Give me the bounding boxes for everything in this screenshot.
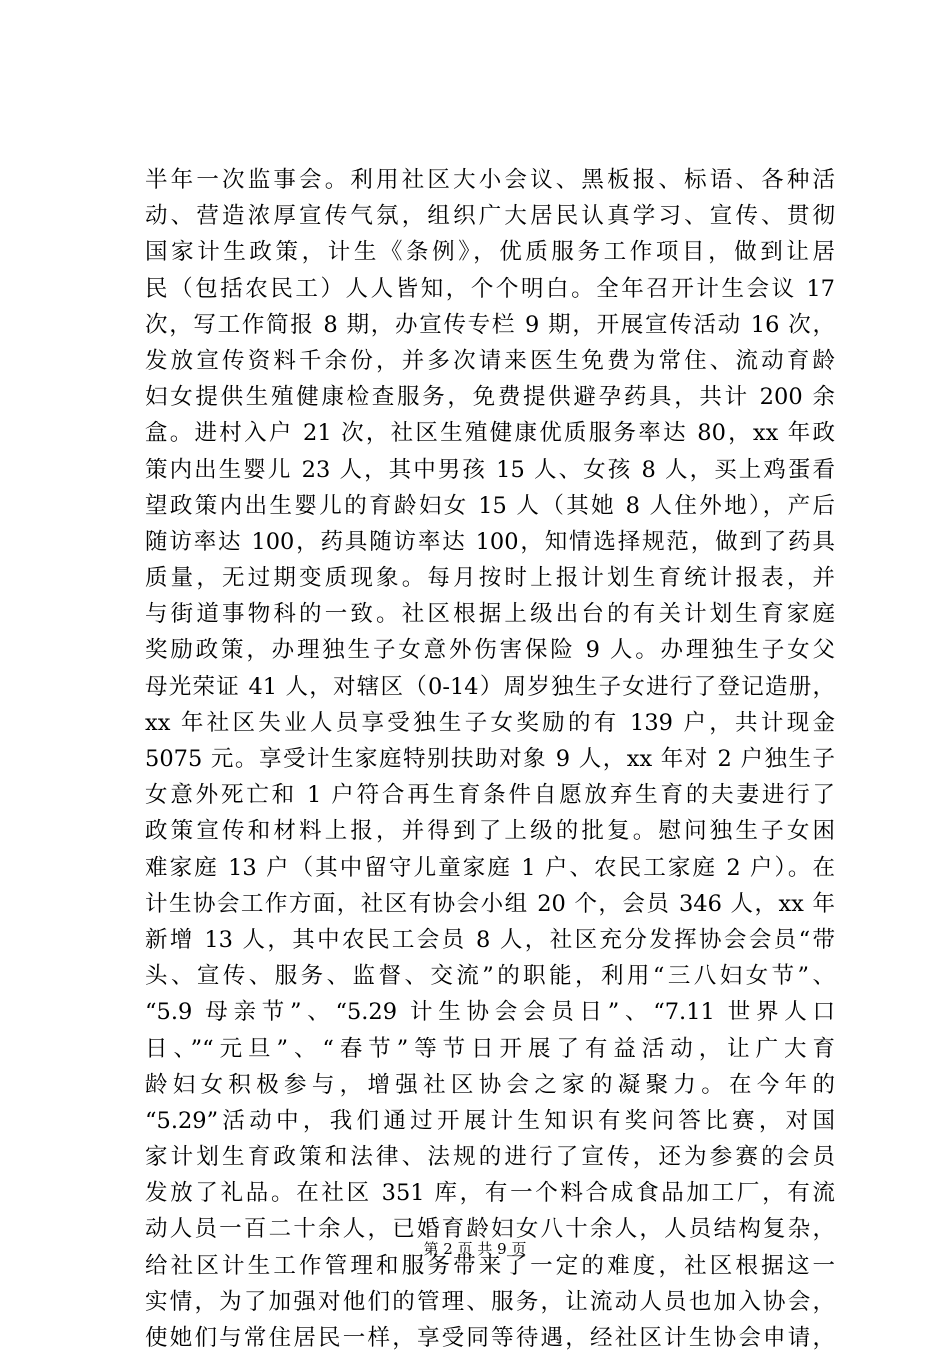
text-line: 给社区计生工作管理和服务带来了一定的难度，社区根据这一	[145, 1252, 835, 1279]
text-line: 盒。进村入户 21 次，社区生殖健康优质服务率达 80，xx 年政	[145, 420, 835, 447]
text-line: 龄妇女积极参与，增强社区协会之家的凝聚力。在今年的	[145, 1071, 835, 1098]
text-line: 国家计生政策，计生《条例》，优质服务工作项目，做到让居	[145, 239, 835, 266]
text-line: 日、”“元旦”、“春节”等节日开展了有益活动，让广大育	[145, 1035, 835, 1062]
text-line: 民（包括农民工）人人皆知，个个明白。全年召开计生会议 17	[145, 275, 835, 302]
text-line: 质量，无过期变质现象。每月按时上报计划生育统计报表，并	[145, 565, 835, 592]
text-line: 使她们与常住居民一样，享受同等待遇，经社区计生协会申请，	[145, 1325, 835, 1351]
text-line: 实情，为了加强对他们的管理、服务，让流动人员也加入协会，	[145, 1288, 835, 1315]
text-line: xx 年社区失业人员享受独生子女奖励的有 139 户，共计现金	[145, 709, 835, 736]
text-line: 策内出生婴儿 23 人，其中男孩 15 人、女孩 8 人，买上鸡蛋看	[145, 456, 835, 483]
body-text	[145, 162, 835, 1356]
text-line: 政策宣传和材料上报，并得到了上级的批复。慰问独生子女困	[145, 818, 835, 845]
text-line: 女意外死亡和 1 户符合再生育条件自愿放弃生育的夫妻进行了	[145, 782, 835, 809]
text-line: 动人员一百二十余人，已婚育龄妇女八十余人，人员结构复杂，	[145, 1216, 835, 1243]
page-footer	[0, 1239, 950, 1259]
text-line: “5.9 母亲节”、“5.29 计生协会会员日”、“7.11 世界人口	[145, 999, 835, 1026]
text-line: 动、营造浓厚宣传气氛，组织广大居民认真学习、宣传、贯彻	[145, 203, 835, 230]
text-line: “5.29”活动中，我们通过开展计生知识有奖问答比赛，对国	[145, 1107, 835, 1134]
text-line: 新增 13 人，其中农民工会员 8 人，社区充分发挥协会会员“带	[145, 926, 835, 953]
text-line: 家计划生育政策和法律、法规的进行了宣传，还为参赛的会员	[145, 1144, 835, 1171]
text-line: 母光荣证 41 人，对辖区（0-14）周岁独生子女进行了登记造册，	[145, 673, 835, 700]
text-line: 与街道事物科的一致。社区根据上级出台的有关计划生育家庭	[145, 601, 835, 628]
text-line: 发放了礼品。在社区 351 库，有一个料合成食品加工厂，有流	[145, 1180, 835, 1207]
text-line: 半年一次监事会。利用社区大小会议、黑板报、标语、各种活	[145, 167, 835, 193]
text-line: 5075 元。享受计生家庭特别扶助对象 9 人，xx 年对 2 户独生子	[145, 746, 835, 772]
text-line: 妇女提供生殖健康检查服务，免费提供避孕药具，共计 200 余	[145, 384, 835, 411]
text-line: 发放宣传资料千余份，并多次请来医生免费为常住、流动育龄	[145, 347, 835, 374]
text-line: 难家庭 13 户（其中留守儿童家庭 1 户、农民工家庭 2 户）。在	[145, 854, 835, 881]
text-line: 随访率达 100，药具随访率达 100，知情选择规范，做到了药具	[145, 528, 835, 555]
text-line: 望政策内出生婴儿的育龄妇女 15 人（其她 8 人住外地），产后	[145, 492, 835, 519]
text-line: 计生协会工作方面，社区有协会小组 20 个，会员 346 人，xx 年	[145, 890, 835, 917]
text-line: 头、宣传、服务、监督、交流”的职能，利用“三八妇女节”、	[145, 963, 835, 990]
text-line: 次，写工作简报 8 期，办宣传专栏 9 期，开展宣传活动 16 次，	[145, 311, 835, 338]
page-number-label: 第 2 页 共 9 页	[423, 1240, 527, 1258]
text-line: 奖励政策，办理独生子女意外伤害保险 9 人。办理独生子女父	[145, 637, 835, 664]
